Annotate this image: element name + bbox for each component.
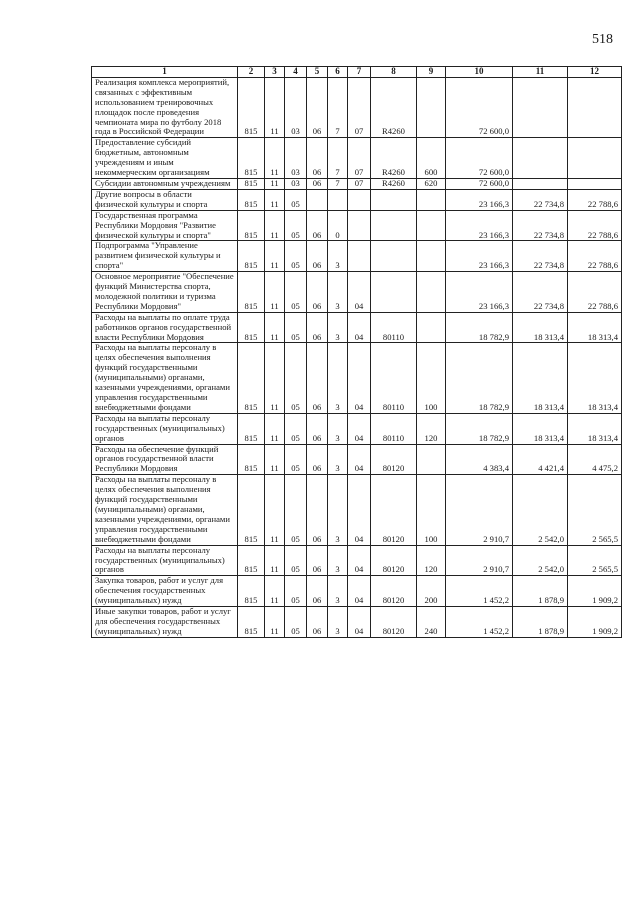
amount-cell: 23 166,3 <box>446 272 513 313</box>
row-name-cell: Расходы на выплаты персоналу государственных (муниципальных) органов <box>92 413 238 444</box>
amount-cell: 2 910,7 <box>446 545 513 576</box>
subprogram-cell: 0 <box>328 210 348 241</box>
subsection-cell: 05 <box>285 607 307 638</box>
section-cell: 11 <box>265 189 285 210</box>
table-row <box>92 343 622 413</box>
subsection-cell: 05 <box>285 343 307 413</box>
amount-cell: 2 542,0 <box>513 475 568 545</box>
section-cell: 11 <box>265 178 285 189</box>
event-cell: 04 <box>348 413 371 444</box>
event-cell: 04 <box>348 312 371 343</box>
program-cell: 06 <box>307 343 328 413</box>
expense-code-cell: R4260 <box>371 178 417 189</box>
table-row <box>92 189 622 210</box>
table-row <box>92 413 622 444</box>
event-cell: 04 <box>348 343 371 413</box>
program-cell: 06 <box>307 413 328 444</box>
subprogram-cell: 3 <box>328 607 348 638</box>
table-body <box>92 77 622 637</box>
row-name-cell: Расходы на обеспечение функций органов государственной власти Республики Мордовия <box>92 444 238 475</box>
row-name-cell: Государственная программа Республики Мордовия "Развитие физической культуры и спорта" <box>92 210 238 241</box>
expense-type-cell <box>417 210 446 241</box>
column-header: 8 <box>371 67 417 78</box>
table-row <box>92 272 622 313</box>
amount-cell: 18 782,9 <box>446 312 513 343</box>
table-row <box>92 241 622 272</box>
subsection-cell: 03 <box>285 138 307 179</box>
amount-cell <box>513 77 568 137</box>
event-cell: 04 <box>348 576 371 607</box>
table-header <box>92 67 622 78</box>
page-number: 518 <box>592 32 613 47</box>
subprogram-cell: 3 <box>328 444 348 475</box>
subprogram-cell: 7 <box>328 138 348 179</box>
subprogram-cell: 3 <box>328 343 348 413</box>
column-header: 3 <box>265 67 285 78</box>
subprogram-cell: 3 <box>328 413 348 444</box>
code-cell: 815 <box>238 413 265 444</box>
program-cell: 06 <box>307 77 328 137</box>
program-cell: 06 <box>307 607 328 638</box>
subsection-cell: 03 <box>285 77 307 137</box>
amount-cell: 22 734,8 <box>513 210 568 241</box>
event-cell: 04 <box>348 475 371 545</box>
column-header: 11 <box>513 67 568 78</box>
amount-cell: 2 565,5 <box>568 475 622 545</box>
amount-cell: 22 734,8 <box>513 272 568 313</box>
code-cell: 815 <box>238 77 265 137</box>
amount-cell: 4 421,4 <box>513 444 568 475</box>
amount-cell <box>513 178 568 189</box>
amount-cell: 18 313,4 <box>513 312 568 343</box>
amount-cell: 22 788,6 <box>568 241 622 272</box>
table-row <box>92 576 622 607</box>
expense-code-cell: 80120 <box>371 444 417 475</box>
expense-code-cell <box>371 189 417 210</box>
amount-cell: 4 383,4 <box>446 444 513 475</box>
column-header: 6 <box>328 67 348 78</box>
section-cell: 11 <box>265 138 285 179</box>
expense-type-cell <box>417 444 446 475</box>
subsection-cell: 05 <box>285 312 307 343</box>
subprogram-cell: 7 <box>328 77 348 137</box>
section-cell: 11 <box>265 272 285 313</box>
amount-cell: 2 542,0 <box>513 545 568 576</box>
section-cell: 11 <box>265 607 285 638</box>
subsection-cell: 05 <box>285 189 307 210</box>
amount-cell: 2 565,5 <box>568 545 622 576</box>
amount-cell: 18 313,4 <box>568 343 622 413</box>
subprogram-cell: 3 <box>328 475 348 545</box>
subprogram-cell: 3 <box>328 272 348 313</box>
code-cell: 815 <box>238 178 265 189</box>
expense-code-cell: 80110 <box>371 343 417 413</box>
subsection-cell: 05 <box>285 210 307 241</box>
amount-cell: 18 313,4 <box>513 343 568 413</box>
row-name-cell: Субсидии автономным учреждениям <box>92 178 238 189</box>
code-cell: 815 <box>238 343 265 413</box>
amount-cell: 1 452,2 <box>446 607 513 638</box>
row-name-cell: Расходы на выплаты персоналу в целях обеспечения выполнения функций государственными (муниципальными) органами, казенными учреждениями, органами управления государственными внебюджетными фондами <box>92 475 238 545</box>
expense-type-cell: 100 <box>417 475 446 545</box>
section-cell: 11 <box>265 343 285 413</box>
expense-type-cell <box>417 241 446 272</box>
amount-cell: 22 734,8 <box>513 189 568 210</box>
budget-table <box>91 66 622 638</box>
row-name-cell: Иные закупки товаров, работ и услуг для обеспечения государственных (муниципальных) нужд <box>92 607 238 638</box>
column-header: 9 <box>417 67 446 78</box>
code-cell: 815 <box>238 312 265 343</box>
event-cell <box>348 210 371 241</box>
section-cell: 11 <box>265 475 285 545</box>
code-cell: 815 <box>238 138 265 179</box>
table-row <box>92 607 622 638</box>
row-name-cell: Закупка товаров, работ и услуг для обеспечения государственных (муниципальных) нужд <box>92 576 238 607</box>
program-cell: 06 <box>307 210 328 241</box>
program-cell: 06 <box>307 545 328 576</box>
table-row <box>92 178 622 189</box>
amount-cell: 1 452,2 <box>446 576 513 607</box>
amount-cell: 1 878,9 <box>513 576 568 607</box>
amount-cell <box>513 138 568 179</box>
amount-cell: 4 475,2 <box>568 444 622 475</box>
column-header: 10 <box>446 67 513 78</box>
row-name-cell: Предоставление субсидий бюджетным, автономным учреждениям и иным некоммерческим организациям <box>92 138 238 179</box>
row-name-cell: Расходы на выплаты по оплате труда работников органов государственной власти Республики Мордовия <box>92 312 238 343</box>
expense-code-cell: R4260 <box>371 138 417 179</box>
expense-type-cell: 620 <box>417 178 446 189</box>
subprogram-cell: 7 <box>328 178 348 189</box>
table-row <box>92 444 622 475</box>
event-cell: 07 <box>348 178 371 189</box>
column-header: 1 <box>92 67 238 78</box>
section-cell: 11 <box>265 444 285 475</box>
column-header: 12 <box>568 67 622 78</box>
amount-cell: 18 782,9 <box>446 413 513 444</box>
expense-code-cell <box>371 272 417 313</box>
expense-type-cell <box>417 312 446 343</box>
code-cell: 815 <box>238 189 265 210</box>
event-cell: 04 <box>348 607 371 638</box>
expense-type-cell <box>417 77 446 137</box>
amount-cell: 22 788,6 <box>568 189 622 210</box>
amount-cell: 22 734,8 <box>513 241 568 272</box>
amount-cell: 2 910,7 <box>446 475 513 545</box>
subprogram-cell: 3 <box>328 576 348 607</box>
expense-code-cell: 80120 <box>371 576 417 607</box>
amount-cell: 72 600,0 <box>446 178 513 189</box>
amount-cell: 22 788,6 <box>568 210 622 241</box>
amount-cell: 1 909,2 <box>568 607 622 638</box>
program-cell: 06 <box>307 576 328 607</box>
code-cell: 815 <box>238 444 265 475</box>
expense-code-cell <box>371 210 417 241</box>
code-cell: 815 <box>238 241 265 272</box>
section-cell: 11 <box>265 545 285 576</box>
expense-code-cell: 80110 <box>371 312 417 343</box>
expense-type-cell: 240 <box>417 607 446 638</box>
expense-code-cell: 80110 <box>371 413 417 444</box>
row-name-cell: Другие вопросы в области физической культуры и спорта <box>92 189 238 210</box>
event-cell: 07 <box>348 138 371 179</box>
code-cell: 815 <box>238 576 265 607</box>
program-cell: 06 <box>307 475 328 545</box>
subprogram-cell: 3 <box>328 545 348 576</box>
program-cell: 06 <box>307 178 328 189</box>
row-name-cell: Расходы на выплаты персоналу в целях обеспечения выполнения функций государственными (муниципальными) органами, казенными учреждениями, органами управления государственными внебюджетными фондами <box>92 343 238 413</box>
subsection-cell: 05 <box>285 576 307 607</box>
subsection-cell: 05 <box>285 475 307 545</box>
amount-cell: 72 600,0 <box>446 77 513 137</box>
event-cell: 04 <box>348 444 371 475</box>
expense-code-cell: R4260 <box>371 77 417 137</box>
code-cell: 815 <box>238 210 265 241</box>
expense-code-cell: 80120 <box>371 607 417 638</box>
row-name-cell: Реализация комплекса мероприятий, связанных с эффективным использованием тренировочных площадок после проведения чемпионата мира по футболу 2018 года в Российской Федерации <box>92 77 238 137</box>
event-cell: 04 <box>348 272 371 313</box>
table-row <box>92 545 622 576</box>
code-cell: 815 <box>238 475 265 545</box>
table-row <box>92 475 622 545</box>
subsection-cell: 03 <box>285 178 307 189</box>
section-cell: 11 <box>265 576 285 607</box>
subsection-cell: 05 <box>285 241 307 272</box>
subsection-cell: 05 <box>285 444 307 475</box>
expense-code-cell: 80120 <box>371 475 417 545</box>
amount-cell: 23 166,3 <box>446 189 513 210</box>
program-cell: 06 <box>307 241 328 272</box>
column-header: 2 <box>238 67 265 78</box>
amount-cell <box>568 178 622 189</box>
section-cell: 11 <box>265 241 285 272</box>
amount-cell: 18 782,9 <box>446 343 513 413</box>
row-name-cell: Расходы на выплаты персоналу государственных (муниципальных) органов <box>92 545 238 576</box>
table-row <box>92 312 622 343</box>
event-cell: 07 <box>348 77 371 137</box>
program-cell: 06 <box>307 272 328 313</box>
row-name-cell: Основное мероприятие "Обеспечение функций Министерства спорта, молодежной политики и туризма Республики Мордовия" <box>92 272 238 313</box>
program-cell: 06 <box>307 312 328 343</box>
subprogram-cell <box>328 189 348 210</box>
subprogram-cell: 3 <box>328 312 348 343</box>
code-cell: 815 <box>238 545 265 576</box>
table-row <box>92 138 622 179</box>
amount-cell: 22 788,6 <box>568 272 622 313</box>
column-header: 5 <box>307 67 328 78</box>
row-name-cell: Подпрограмма "Управление развитием физической культуры и спорта" <box>92 241 238 272</box>
table-row <box>92 77 622 137</box>
amount-cell: 18 313,4 <box>568 312 622 343</box>
column-header: 7 <box>348 67 371 78</box>
expense-type-cell <box>417 272 446 313</box>
expense-code-cell <box>371 241 417 272</box>
program-cell <box>307 189 328 210</box>
expense-type-cell: 100 <box>417 343 446 413</box>
section-cell: 11 <box>265 77 285 137</box>
expense-type-cell: 200 <box>417 576 446 607</box>
code-cell: 815 <box>238 607 265 638</box>
code-cell: 815 <box>238 272 265 313</box>
expense-type-cell: 120 <box>417 545 446 576</box>
program-cell: 06 <box>307 138 328 179</box>
event-cell <box>348 189 371 210</box>
section-cell: 11 <box>265 413 285 444</box>
amount-cell: 23 166,3 <box>446 241 513 272</box>
subsection-cell: 05 <box>285 272 307 313</box>
expense-type-cell: 600 <box>417 138 446 179</box>
subprogram-cell: 3 <box>328 241 348 272</box>
subsection-cell: 05 <box>285 545 307 576</box>
section-cell: 11 <box>265 312 285 343</box>
table-row <box>92 210 622 241</box>
expense-type-cell: 120 <box>417 413 446 444</box>
event-cell: 04 <box>348 545 371 576</box>
amount-cell: 18 313,4 <box>568 413 622 444</box>
section-cell: 11 <box>265 210 285 241</box>
expense-type-cell <box>417 189 446 210</box>
program-cell: 06 <box>307 444 328 475</box>
expense-code-cell: 80120 <box>371 545 417 576</box>
amount-cell <box>568 138 622 179</box>
subsection-cell: 05 <box>285 413 307 444</box>
event-cell <box>348 241 371 272</box>
amount-cell: 72 600,0 <box>446 138 513 179</box>
amount-cell: 1 878,9 <box>513 607 568 638</box>
amount-cell: 23 166,3 <box>446 210 513 241</box>
amount-cell: 1 909,2 <box>568 576 622 607</box>
amount-cell: 18 313,4 <box>513 413 568 444</box>
column-header: 4 <box>285 67 307 78</box>
amount-cell <box>568 77 622 137</box>
